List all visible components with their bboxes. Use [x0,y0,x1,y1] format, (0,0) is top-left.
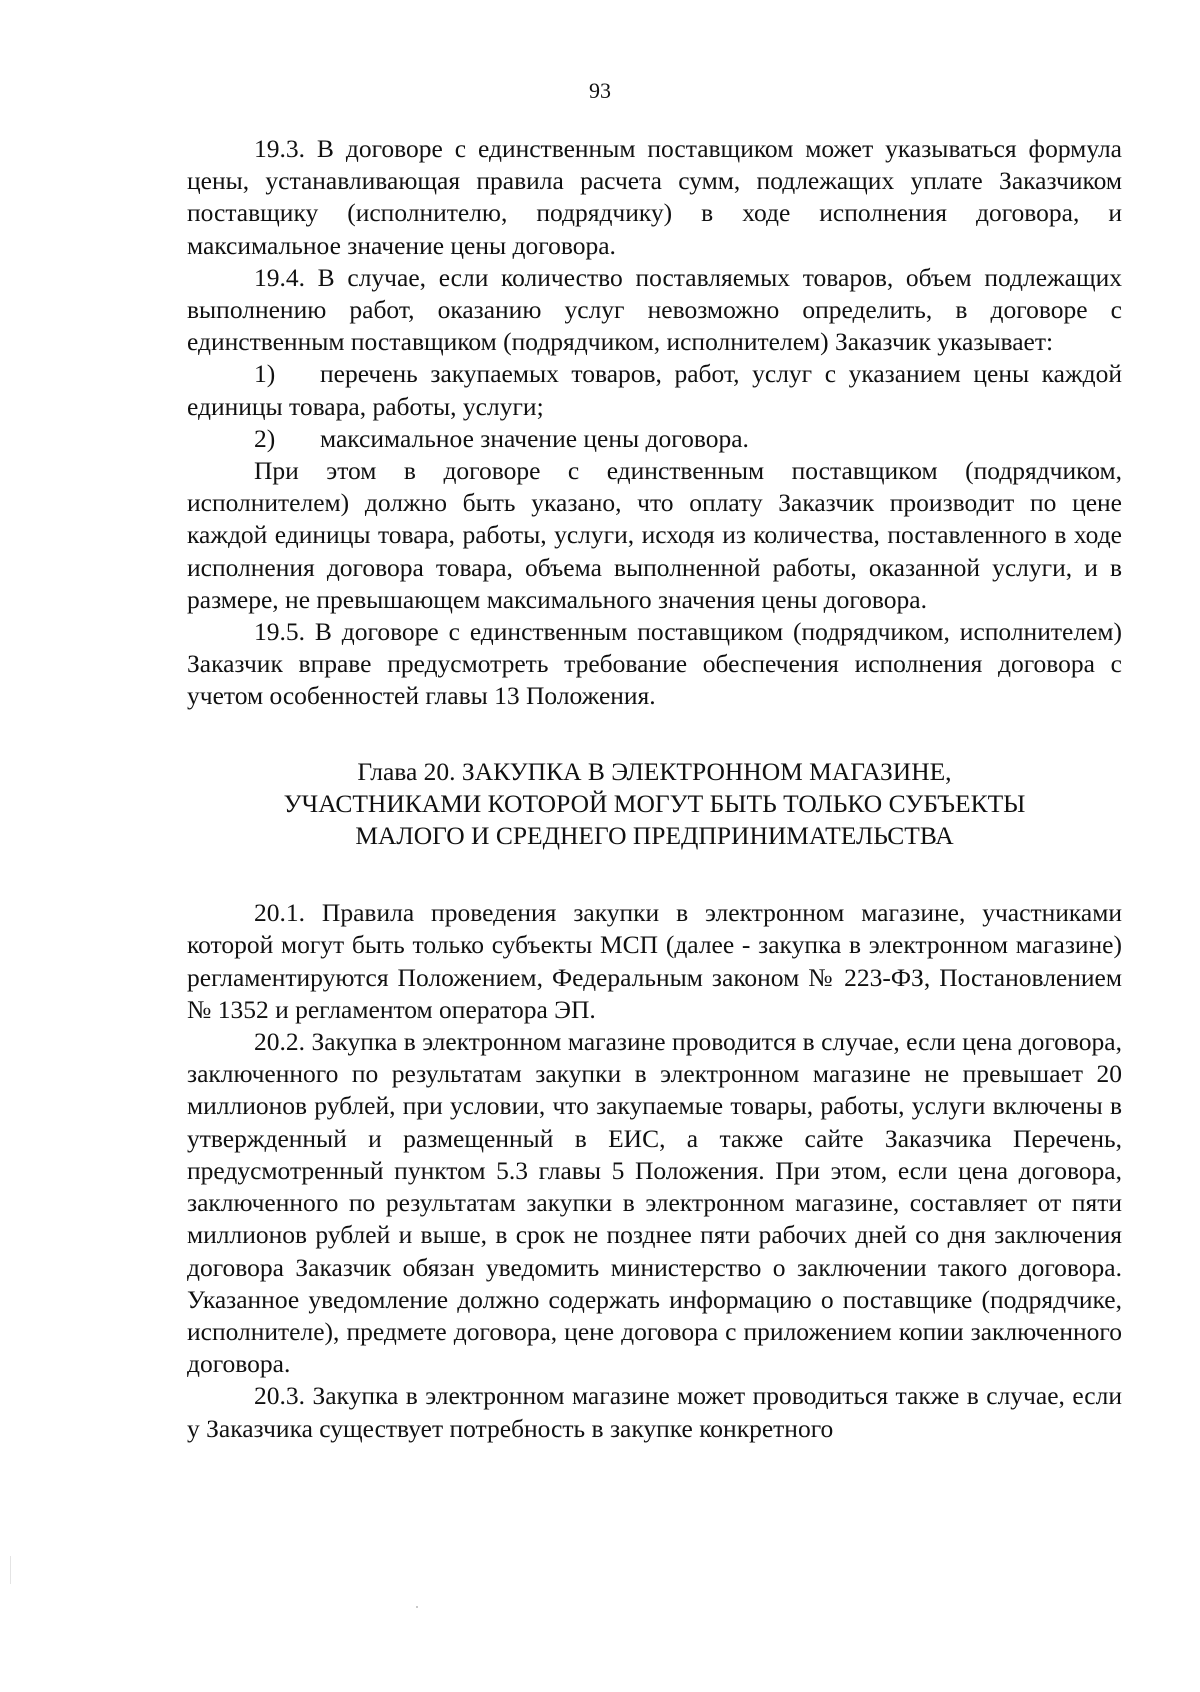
chapter-heading-line: УЧАСТНИКАМИ КОТОРОЙ МОГУТ БЫТЬ ТОЛЬКО СУБЪЕКТЫ [283,788,1026,818]
list-item [187,358,1122,422]
list-item-text: максимальное значение цены договора. [320,423,749,453]
document-body [187,133,1122,1445]
page-number: 93 [589,78,611,103]
paragraph-20-1: 20.1. Правила проведения закупки в электронном магазине, участниками которой могут быть только субъекты МСП (далее - закупка в электронном магазине) регламентируются Положением, Федеральным законом № 223-ФЗ, Постановлением № 1352 и регламентом оператора ЭП. [187,898,1122,1024]
chapter-heading-line: МАЛОГО И СРЕДНЕГО ПРЕДПРИНИМАТЕЛЬСТВА [355,821,954,851]
chapter-heading-line: Глава 20. ЗАКУПКА В ЭЛЕКТРОННОМ МАГАЗИНЕ, [357,756,952,786]
list-item [187,423,1122,455]
paragraph-20-2: 20.2. Закупка в электронном магазине проводится в случае, если цена договора, заключенного по результатам закупки в электронном магазине не превышает 20 миллионов рублей, при условии, что закупаемые товары, работы, услуги включены в утвержденный и размещенный в ЕИС, а также сайте Заказчика Перечень, предусмотренный пунктом 5.3 главы 5 Положения. При этом, если цена договора, заключенного по результатам закупки в электронном магазине, составляет от пяти миллионов рублей и выше, в срок не позднее пяти рабочих дней со дня заключения договора Заказчик обязан уведомить министерство о заключении такого договора. Указанное уведомление должно содержать информацию о поставщике (подрядчике, исполнителе), предмете договора, цене договора с приложением копии заключенного договора. [187,1027,1122,1379]
scan-speck [416,1606,418,1608]
paragraph-20-3: 20.3. Закупка в электронном магазине может проводиться также в случае, если у Заказчика существует потребность в закупке конкретного [187,1381,1122,1443]
paragraph-19-5: 19.5. В договоре с единственным поставщиком (подрядчиком, исполнителем) Заказчик вправе предусмотреть требование обеспечения исполнения договора с учетом особенностей главы 13 Положения. [187,617,1122,711]
paragraph-19-4-note: При этом в договоре с единственным поставщиком (подрядчиком, исполнителем) должно быть указано, что оплату Заказчик производит по цене каждой единицы товара, работы, услуги, исходя из количества, поставленного в ходе исполнения договора товара, объема выполненной работы, оказанной услуги, и в размере, не превышающем максимального значения цены договора. [187,456,1122,614]
paragraph-19-4: 19.4. В случае, если количество поставляемых товаров, объем подлежащих выполнению работ, оказанию услуг невозможно определить, в договоре с единственным поставщиком (подрядчиком, исполнителем) Заказчик указывает: [187,262,1122,357]
scan-edge-mark [10,1556,11,1584]
chapter-heading [187,756,1122,853]
list-item-number: 2) [254,423,276,453]
list-item-number: 1) [254,359,276,389]
paragraph-19-3: 19.3. В договоре с единственным поставщиком может указываться формула цены, устанавливающая правила расчета сумм, подлежащих уплате Заказчиком поставщику (исполнителю, подрядчику) в ходе исполнения договора, и максимальное значение цены договора. [187,134,1122,260]
list-item-text: перечень закупаемых товаров, работ, услуг с указанием цены каждой единицы товара, работы, услуги; [187,359,1122,421]
